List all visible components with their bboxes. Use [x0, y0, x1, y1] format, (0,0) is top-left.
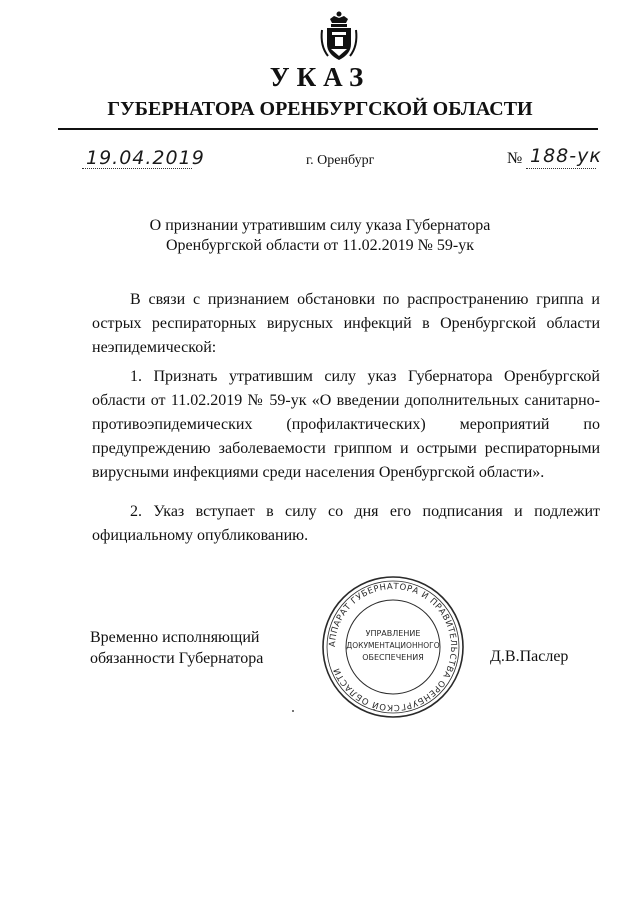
document-heading	[0, 216, 640, 256]
body-paragraph-1: В связи с признанием обстановки по распространению гриппа и острых респираторных вирусных инфекций в Оренбургской области неэпидемической:	[92, 291, 600, 356]
body-paragraph-3: 2. Указ вступает в силу со дня его подписания и подлежит официальному опубликованию.	[92, 503, 600, 544]
document-title: УКАЗ	[269, 62, 371, 92]
stamp-inner-line-3: ОБЕСПЕЧЕНИЯ	[362, 653, 424, 662]
stamp-inner-line-1: УПРАВЛЕНИЕ	[365, 629, 421, 638]
signatory-title	[90, 627, 263, 669]
number-sign: №	[507, 150, 523, 167]
header-divider	[58, 128, 598, 130]
signatory-title-line-2: обязанности Губернатора	[90, 650, 264, 667]
stamp-inner-line-2: ДОКУМЕНТАЦИОННОГО	[346, 641, 440, 650]
stamp-outer-text: АППАРАТ ГУБЕРНАТОРА И ПРАВИТЕЛЬСТВА ОРЕНБУРГСКОЙ ОБЛАСТИ	[327, 581, 459, 713]
document-date: 19.04.2019	[86, 147, 205, 169]
number-underline	[526, 168, 596, 169]
body-paragraph-2: 1. Признать утратившим силу указ Губернатора Оренбургской области от 11.02.2019 № 59-ук «О введении дополнительных санитарно-противоэпидемических (профилактических) мероприятий по предупреждению заболеваемости гриппом и острыми респираторными вирусными инфекциями среди населения Оренбургской области».	[92, 368, 600, 481]
heading-line-1: О признании утратившим силу указа Губернатора	[149, 217, 491, 234]
official-stamp	[318, 572, 468, 722]
scan-speck	[292, 710, 294, 712]
document-number: 188-ук	[530, 145, 602, 167]
date-underline	[82, 168, 192, 169]
heading-line-2: Оренбургской области от 11.02.2019 № 59-ук	[166, 237, 474, 254]
coat-of-arms-emblem	[318, 10, 360, 64]
document-city: г. Оренбург	[306, 153, 375, 168]
signatory-title-line-1: Временно исполняющий	[90, 629, 260, 646]
document-subtitle: ГУБЕРНАТОРА ОРЕНБУРГСКОЙ ОБЛАСТИ	[107, 98, 533, 120]
signatory-name: Д.В.Паслер	[490, 648, 569, 665]
